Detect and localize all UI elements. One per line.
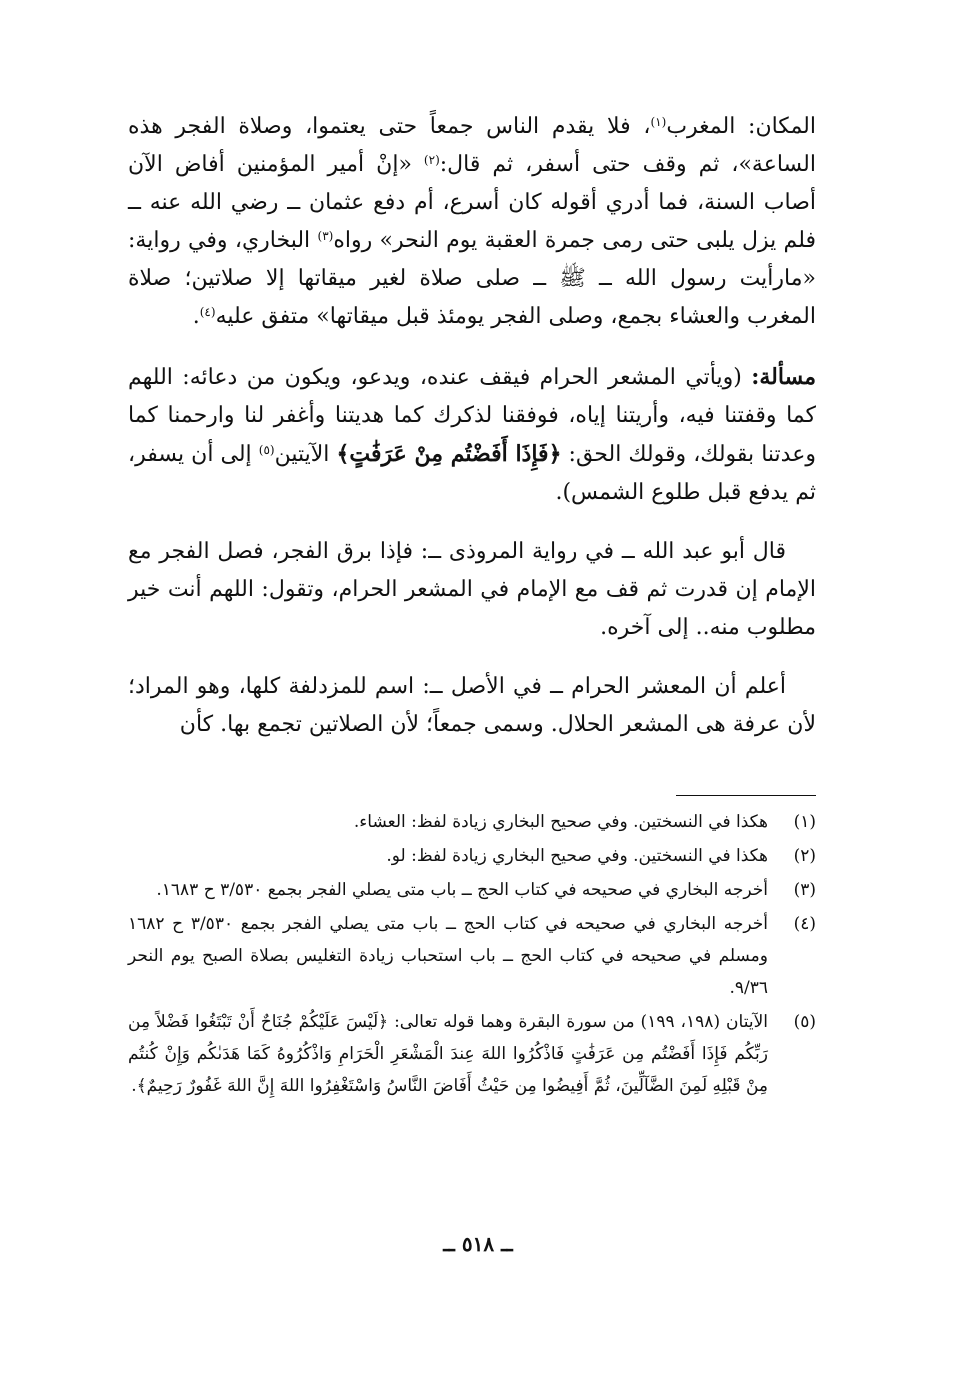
paragraph-2-text-b: الآيتين [274,442,337,467]
footnote-number: (١) [793,812,816,832]
paragraph-2-text-a: (ويأتي المشعر الحرام فيقف عنده، ويدعو، ويكون من دعائه: اللهم كما وقفتنا فيه، وأريتنا إياه، فوفقنا لذكرك كما هديتنا وأغفر لنا وارحمنا كما وعدتنا بقولك، وقولك الحق: [128,365,816,467]
footnote-number: (٣) [793,880,816,900]
paragraph-3 [128,533,816,647]
paragraph-1-text-e: . [192,304,200,329]
paragraph-2 [128,358,816,512]
footnote-text: هكذا في النسختين. وفي صحيح البخاري زيادة لفظ: لو. [386,846,768,866]
footnote-text: هكذا في النسختين. وفي صحيح البخاري زيادة لفظ: العشاء. [353,812,768,832]
paragraph-1-text-c: «إنْ أمير المؤمنين أفاض الآن أصاب السنة، فما أدري أقوله كان أسرع، أم دفع عثمان ــ رضي الله عنه ــ فلم يزل يلبى حتى رمى جمرة العقبة يوم النحر» رواه [128,152,816,253]
footnote-text: أخرجه البخاري في صحيحه في كتاب الحج ــ باب متى يصلي الفجر بجمع ٣/٥٣٠ ح ١٦٨٢ ومسلم في صحيحه في كتاب الحج ــ باب استحباب زيادة التغليس بصلاة الصبح يوم النحر ٩/٣٦. [128,914,769,998]
footnote-number: (٥) [793,1012,816,1032]
footnote-4 [128,908,816,1004]
paragraph-1-text-a: المكان: المغرب [666,114,816,139]
footnote-separator [676,795,816,796]
footnote-1 [128,806,816,838]
footnote-number: (٤) [793,914,816,934]
footnote-text: أخرجه البخاري في صحيحه في كتاب الحج ــ باب متى يصلي الفجر بجمع ٣/٥٣٠ ح ١٦٨٣. [156,880,768,900]
footnotes [128,806,816,1104]
footnote-3 [128,874,816,906]
issue-label: مسألة: [751,364,816,390]
footnote-2 [128,840,816,872]
footnote-text: الآيتان (١٩٨، ١٩٩) من سورة البقرة وهما قوله تعالى: ﴿لَيْسَ عَلَيْكُمْ جُنَاحٌ أَنْ تَبْتَغُوا فَضْلاً مِن رَبِّكُم فَإِذَا أَفَضْتُم مِن عَرَفَٰتٍ فَاذْكُرُوا اللهَ عِندَ الْمَشْعَرِ الْحَرَامِ وَاذْكُرُوهُ كَمَا هَدَىٰكُم وَإِنْ كُنتُم مِنْ قَبْلِهِ لَمِنَ الضَّآلِّينَ، ثُمَّ أَفِيضُوا مِن حَيْثُ أَفَاضَ النَّاسُ وَاسْتَغْفِرُوا اللهَ إِنَّ اللهَ غَفُورٌ رَحِيمٌ﴾. [128,1012,768,1096]
footnote-ref-1[interactable]: (١) [650,114,667,129]
paragraph-2-text-c: إلى أن يسفر، ثم يدفع قبل طلوع الشمس). [128,442,816,505]
footnote-ref-3[interactable]: (٣) [317,228,334,243]
footnote-ref-4[interactable]: (٤) [199,304,216,319]
footnote-number: (٢) [793,846,816,866]
paragraph-1-text-b: ، فلا يقدم الناس جمعاً حتى يعتموا، وصلاة الفجر هذه الساعة»، ثم وقف حتى أسفر، ثم قال: [128,114,816,177]
paragraph-3-text: قال أبو عبد الله ــ في رواية المروذى ــ: فإذا برق الفجر، فصل الفجر مع الإمام إن قدرت ثم قف مع الإمام في المشعر الحرام، وتقول: اللهم أنت خير مطلوب منه.. إلى آخره. [128,539,816,640]
footnote-ref-5[interactable]: (٥) [258,442,275,457]
paragraph-4 [128,668,816,744]
footnote-5 [128,1006,816,1102]
paragraph-1 [128,108,816,336]
page-number: ــ ٥١٨ ــ [443,1232,513,1256]
paragraph-1-text-d: البخاري، وفي رواية: «مارأيت رسول الله ــ ﷺ ــ صلى صلاة لغير ميقاتها إلا صلاتين؛ صلاة المغرب والعشاء بجمع، وصلى الفجر يومئذ قبل ميقاتها» متفق عليه [128,228,816,329]
main-text [128,108,816,765]
paragraph-4-text: أعلم أن المعشر الحرام ــ في الأصل ــ: اسم للمزدلفة كلها، وهو المراد؛ لأن عرفة هى المشعر الحلال. وسمى جمعاً؛ لأن الصلاتين تجمع بها. كأن [128,674,816,737]
footnote-ref-2[interactable]: (٢) [423,152,440,167]
quran-verse: ﴿فَإِذَا أَفَضْتُم مِنْ عَرَفَٰتٍ﴾ [336,441,562,467]
